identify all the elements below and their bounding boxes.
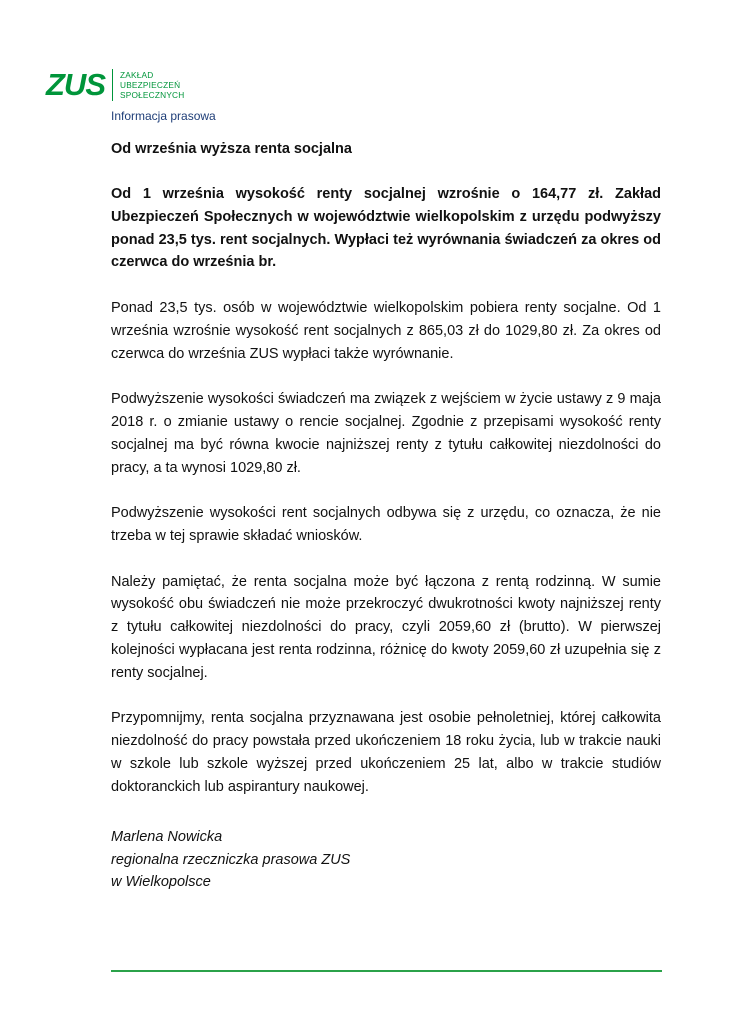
logo-word: ZAKŁAD (120, 70, 154, 80)
logo-word: UBEZPIECZEŃ (120, 80, 181, 90)
body-paragraph: Ponad 23,5 tys. osób w województwie wielkopolskim pobiera renty socjalne. Od 1 września wzrośnie wysokość rent socjalnych z 865,03 zł do 1029,80 zł. Za okres od czerwca do września ZUS wypłaci także wyrównanie. (111, 299, 661, 362)
press-release-label: Informacja prasowa (111, 109, 216, 123)
zus-logo (46, 68, 184, 104)
signature-name: Marlena Nowicka (111, 829, 223, 845)
body-paragraph: Przypomnijmy, renta socjalna przyznawana jest osobie pełnoletniej, której całkowita niezdolność do pracy powstała przed ukończeniem 18 roku życia, lub w trakcie nauki w szkole lub szkole wyższej przed ukończeniem 25 lat, albo w trakcie studiów doktoranckich lub aspirantury naukowej. (111, 710, 661, 795)
article-title: Od września wyższa renta socjalna (111, 141, 352, 157)
article-body (111, 183, 661, 821)
footer-divider (111, 970, 662, 972)
lead-paragraph: Od 1 września wysokość renty socjalnej wzrośnie o 164,77 zł. Zakład Ubezpieczeń Społecznych w województwie wielkopolskim z urzędu podwyższy ponad 23,5 tys. rent socjalnych. Wypłaci też wyrównania świadczeń za okres od czerwca do września br. (111, 186, 661, 271)
body-paragraph: Należy pamiętać, że renta socjalna może być łączona z rentą rodzinną. W sumie wysokość obu świadczeń nie może przekroczyć dwukrotności kwoty najniższej renty z tytułu całkowitej niezdolności do pracy, czyli 2059,60 zł (brutto). W pierwszej kolejności wypłacana jest renta rodzinna, różnicę do kwoty 2059,60 zł uzupełnia się z renty socjalnej. (111, 573, 661, 681)
logo-divider (112, 69, 113, 101)
signature-block (111, 826, 350, 894)
body-paragraph: Podwyższenie wysokości rent socjalnych odbywa się z urzędu, co oznacza, że nie trzeba w tej sprawie składać wniosków. (111, 505, 661, 544)
body-paragraph: Podwyższenie wysokości świadczeń ma związek z wejściem w życie ustawy z 9 maja 2018 r. o zmianie ustawy o rencie socjalnej. Zgodnie z przepisami wysokość renty socjalnej ma być równa kwocie najniższej renty z tytułu całkowitej niezdolności do pracy, a ta wynosi 1029,80 zł. (111, 391, 661, 476)
signature-region: w Wielkopolsce (111, 874, 211, 890)
signature-role: regionalna rzeczniczka prasowa ZUS (111, 851, 351, 868)
logo-word: SPOŁECZNYCH (120, 90, 185, 100)
logo-wordmark (120, 70, 184, 100)
logo-mark: ZUS (46, 67, 105, 102)
